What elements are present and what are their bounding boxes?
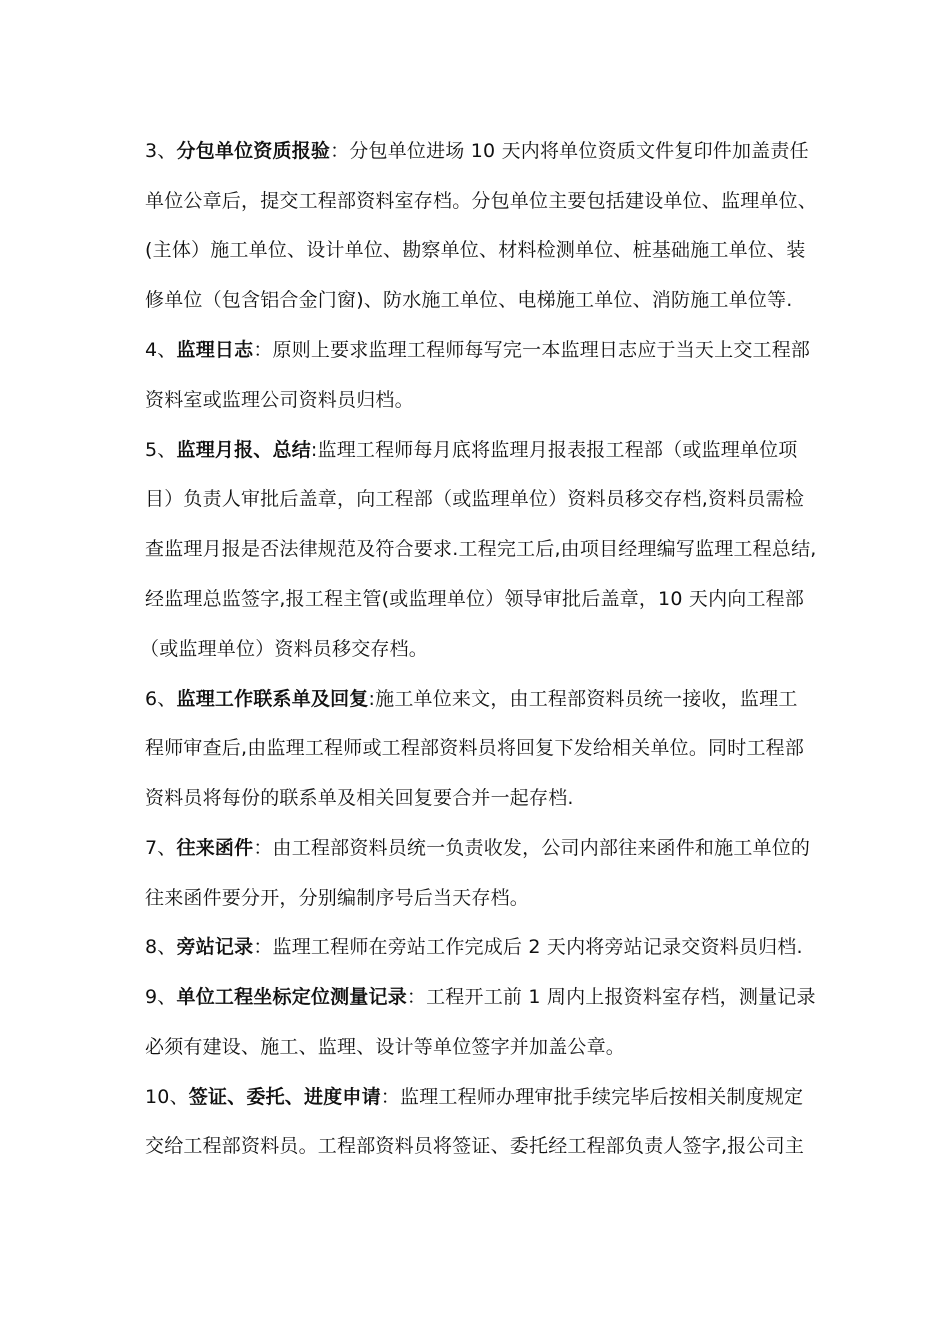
body-text: (主体）施工单位、设计单位、勘察单位、材料检测单位、桩基础施工单位、装 — [145, 239, 806, 261]
body-text: 往来函件要分开，分别编制序号后当天存档。 — [145, 887, 530, 909]
body-text: 资料室或监理公司资料员归档。 — [145, 389, 414, 411]
item-number: 8、 — [145, 936, 177, 958]
item-5-line-5 — [140, 637, 428, 661]
item-9-line-2 — [145, 1035, 625, 1059]
item-7-line-2 — [145, 886, 529, 910]
item-7-line-1 — [145, 836, 810, 860]
item-number: 9、 — [145, 986, 177, 1008]
item-number: 4、 — [145, 339, 177, 361]
item-text: :监理工程师每月底将监理月报表报工程部（或监理单位项 — [310, 439, 798, 461]
item-3-line-3 — [145, 238, 805, 262]
item-10-line-2 — [145, 1134, 804, 1158]
body-text: 必须有建设、施工、监理、设计等单位签字并加盖公章。 — [145, 1036, 626, 1058]
item-4-line-1 — [145, 338, 810, 362]
item-3-line-2 — [145, 189, 817, 213]
body-text: 程师审查后,由监理工程师或工程部资料员将回复下发给相关单位。同时工程部 — [145, 737, 805, 759]
item-number: 10、 — [145, 1086, 189, 1108]
body-text: 查监理月报是否法律规范及符合要求.工程完工后,由项目经理编写监理工程总结, — [145, 538, 817, 560]
item-9-line-1 — [145, 985, 816, 1009]
item-text: ：分包单位进场 10 天内将单位资质文件复印件加盖责任 — [330, 140, 809, 162]
body-text: 修单位（包含铝合金门窗)、防水施工单位、电梯施工单位、消防施工单位等. — [145, 289, 793, 311]
item-5-line-4 — [145, 587, 804, 611]
item-number: 7、 — [145, 837, 177, 859]
body-text: 交给工程部资料员。工程部资料员将签证、委托经工程部负责人签字,报公司主 — [145, 1135, 805, 1157]
item-8-line-1 — [145, 935, 803, 959]
item-6-line-2 — [145, 736, 804, 760]
body-text: （或监理单位）资料员移交存档。 — [140, 638, 429, 660]
item-number: 3、 — [145, 140, 177, 162]
item-3-line-4 — [145, 288, 792, 312]
body-text: 目）负责人审批后盖章，向工程部（或监理单位）资料员移交存档,资料员需检 — [145, 488, 805, 510]
body-text: 单位公章后，提交工程部资料室存档。分包单位主要包括建设单位、监理单位、 — [145, 190, 818, 212]
item-5-line-2 — [145, 487, 804, 511]
item-3-line-1 — [145, 139, 809, 163]
body-text: 资料员将每份的联系单及相关回复要合并一起存档. — [145, 787, 574, 809]
item-number: 5、 — [145, 439, 177, 461]
item-6-line-3 — [145, 786, 574, 810]
item-6-line-1 — [145, 687, 798, 711]
item-title: 往来函件 — [176, 837, 254, 859]
item-5-line-3 — [145, 537, 817, 561]
item-title: 单位工程坐标定位测量记录 — [176, 986, 407, 1008]
item-10-line-1 — [145, 1085, 803, 1109]
item-number: 6、 — [145, 688, 177, 710]
item-title: 旁站记录 — [176, 936, 254, 958]
item-5-line-1 — [145, 438, 798, 462]
item-text: ：监理工程师办理审批手续完毕后按相关制度规定 — [380, 1086, 804, 1108]
item-title: 监理日志 — [176, 339, 254, 361]
body-text: 经监理总监签字,报工程主管(或监理单位）领导审批后盖章，10 天内向工程部 — [145, 588, 805, 610]
item-text: :施工单位来文，由工程部资料员统一接收，监理工 — [368, 688, 798, 710]
item-title: 监理月报、总结 — [176, 439, 311, 461]
item-title: 分包单位资质报验 — [176, 140, 331, 162]
item-4-line-2 — [145, 388, 414, 412]
item-title: 签证、委托、进度申请 — [188, 1086, 381, 1108]
item-title: 监理工作联系单及回复 — [176, 688, 369, 710]
item-text: ：工程开工前 1 周内上报资料室存档，测量记录 — [406, 986, 816, 1008]
item-text: ：由工程部资料员统一负责收发，公司内部往来函件和施工单位的 — [253, 837, 811, 859]
item-text: ：原则上要求监理工程师每写完一本监理日志应于当天上交工程部 — [253, 339, 811, 361]
item-text: ：监理工程师在旁站工作完成后 2 天内将旁站记录交资料员归档. — [253, 936, 803, 958]
